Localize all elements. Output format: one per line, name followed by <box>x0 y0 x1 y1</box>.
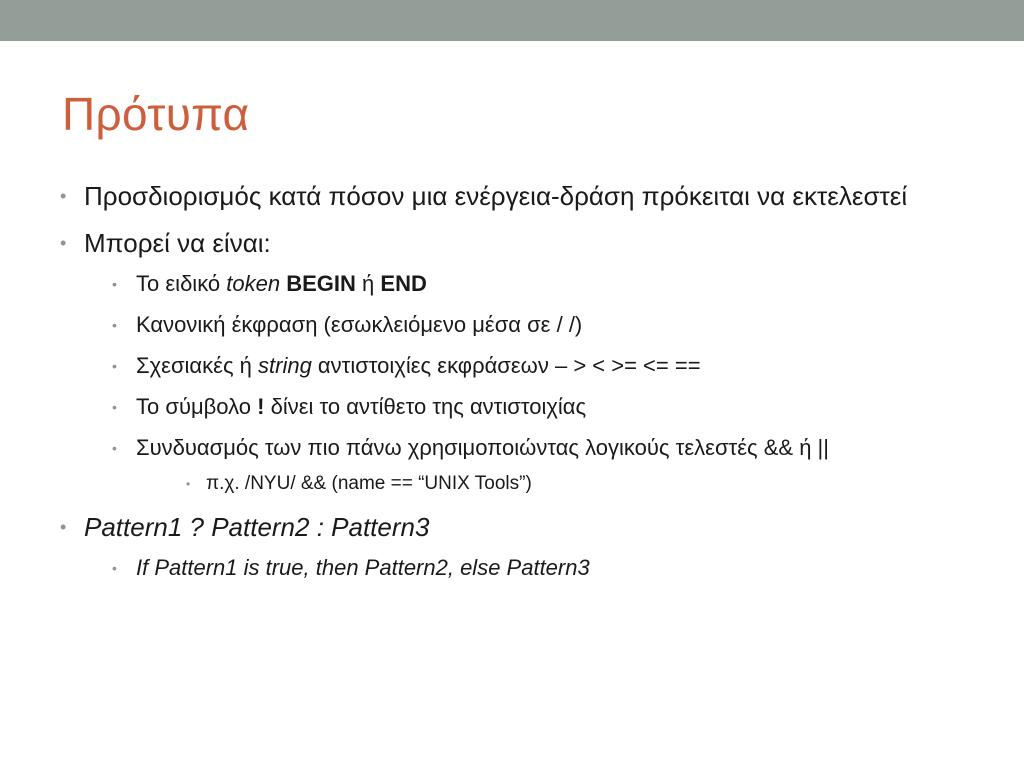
slide-content <box>60 180 980 597</box>
bullet-item <box>60 511 980 583</box>
bullet-icon: • <box>112 317 117 333</box>
bullet-text: Μπορεί να είναι: <box>84 228 271 258</box>
token-term: token <box>226 271 281 296</box>
text-segment: Το ειδικό <box>136 271 227 296</box>
sub-bullet-item <box>112 351 980 381</box>
bullet-icon: • <box>60 186 67 206</box>
bullet-icon: • <box>112 276 117 292</box>
bullet-icon: • <box>186 477 191 491</box>
sub-bullet-item <box>112 553 980 583</box>
sub-bullet-item <box>112 433 980 497</box>
not-symbol: ! <box>257 394 265 419</box>
bullet-list-level3 <box>136 471 980 497</box>
bullet-icon: • <box>112 440 117 456</box>
bullet-icon: • <box>60 233 67 253</box>
bullet-text: If Pattern1 is true, then Pattern2, else Pattern3 <box>136 555 590 580</box>
bullet-list-level2 <box>84 269 980 497</box>
bullet-text: π.χ. /NYU/ && (name == “UNIX Tools”) <box>206 473 532 494</box>
text-segment: ή <box>355 271 381 296</box>
bullet-list-level1 <box>60 180 980 583</box>
bullet-icon: • <box>112 399 117 415</box>
bullet-icon: • <box>112 358 117 374</box>
text-segment: Το σύμβολο <box>136 394 258 419</box>
bullet-text: Συνδυασμός των πιο πάνω χρησιμοποιώντας λογικούς τελεστές && ή || <box>136 435 829 460</box>
sub-bullet-item <box>112 310 980 340</box>
bullet-text: Προσδιορισμός κατά πόσον μια ενέργεια-δράση πρόκειται να εκτελεστεί <box>84 181 908 211</box>
bullet-icon: • <box>112 560 117 576</box>
bullet-icon: • <box>60 517 67 537</box>
end-keyword: END <box>380 271 427 296</box>
string-term: string <box>258 353 312 378</box>
begin-keyword: BEGIN <box>286 271 356 296</box>
bullet-item <box>60 227 980 497</box>
text-segment: αντιστοιχίες εκφράσεων – > < >= <= == <box>311 353 701 378</box>
bullet-list-level2 <box>84 553 980 583</box>
text-segment: δίνει το αντίθετο της αντιστοιχίας <box>264 394 587 419</box>
sub-bullet-item <box>112 269 980 299</box>
bullet-text: Pattern1 ? Pattern2 : Pattern3 <box>84 512 430 542</box>
bullet-item <box>60 180 980 213</box>
text-segment: Σχεσιακές ή <box>136 353 259 378</box>
sub-sub-bullet-item <box>186 471 980 497</box>
top-band <box>0 0 1024 41</box>
slide-title: Πρότυπα <box>62 88 250 140</box>
bullet-text: Κανονική έκφραση (εσωκλειόμενο μέσα σε / /) <box>136 312 583 337</box>
sub-bullet-item <box>112 392 980 422</box>
